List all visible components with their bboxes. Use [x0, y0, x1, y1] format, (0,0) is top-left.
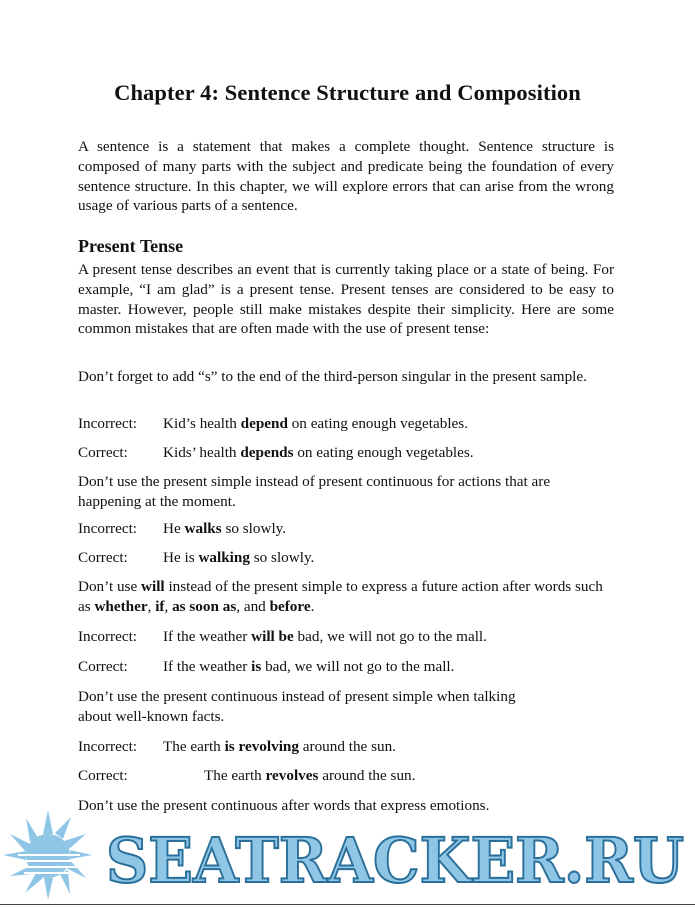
rule-3-text	[78, 577, 614, 617]
example-text: Kids’ health	[163, 444, 241, 461]
example-bold: revolves	[265, 767, 319, 784]
example-text: bad, we will not go to the mall.	[293, 628, 487, 645]
page-bottom-rule	[0, 904, 695, 905]
example-bold: is	[251, 658, 262, 675]
rule-bold: before	[269, 597, 311, 615]
example-text: Kid’s health	[163, 415, 241, 432]
example-text: He	[163, 520, 185, 537]
section-description: A present tense describes an event that is currently taking place or a state of being. For example, “I am glad” is a present tense. Present tenses are considered to be easy to master. However, people still make mistakes despite their simplicity. Here are some common mistakes that are often made with the use of present tense:	[78, 261, 614, 338]
example-text: on eating enough vegetables.	[287, 415, 468, 432]
example-text: so slowly.	[221, 520, 287, 537]
example-incorrect-2	[78, 519, 286, 539]
example-text: The earth	[163, 738, 225, 755]
rule-text: ,	[147, 597, 156, 615]
incorrect-label: Incorrect:	[78, 415, 138, 432]
incorrect-label: Incorrect:	[78, 628, 138, 645]
example-bold: walking	[198, 549, 250, 566]
example-text: He is	[163, 549, 199, 566]
rule-text: , and	[236, 597, 270, 615]
example-text: The earth	[204, 767, 266, 784]
rule-text: .	[310, 597, 315, 615]
correct-label: Correct:	[78, 767, 128, 784]
rule-2-text: Don’t use the present simple instead of present continuous for actions that are happening at the moment.	[78, 473, 551, 510]
example-text: so slowly.	[249, 549, 315, 566]
rule-text: instead of the present simple to express a future action after words such as	[78, 578, 603, 615]
watermark	[0, 804, 695, 907]
example-correct-1	[78, 443, 474, 463]
rule-bold: whether	[94, 597, 148, 615]
correct-label: Correct:	[78, 658, 128, 675]
example-incorrect-3	[78, 627, 487, 647]
example-bold: depends	[240, 444, 294, 461]
example-bold: is revolving	[224, 738, 299, 755]
rule-bold: as soon as	[172, 597, 237, 615]
rule-4-line-2: about well-known facts.	[78, 708, 225, 725]
rule-bold: if	[155, 597, 165, 615]
example-text: around the sun.	[318, 767, 416, 784]
example-text: around the sun.	[298, 738, 396, 755]
rule-text: Don’t use	[78, 578, 141, 595]
chapter-title: Chapter 4: Sentence Structure and Composition	[114, 80, 581, 105]
example-text: on eating enough vegetables.	[293, 444, 474, 461]
correct-label: Correct:	[78, 549, 128, 566]
rule-text: ,	[164, 597, 173, 615]
rule-5-text: Don’t use the present continuous after words that express emotions.	[78, 797, 490, 814]
example-incorrect-4	[78, 737, 396, 757]
watermark-text: SEATRACKER.RU	[106, 824, 684, 897]
example-bold: walks	[184, 520, 222, 537]
incorrect-label: Incorrect:	[78, 520, 138, 537]
example-bold: depend	[240, 415, 288, 432]
example-bold: will be	[251, 628, 294, 645]
sun-icon	[3, 810, 92, 900]
section-heading: Present Tense	[78, 236, 184, 256]
correct-label: Correct:	[78, 444, 128, 461]
rule-1-text: Don’t forget to add “s” to the end of the third-person singular in the present sample.	[78, 368, 587, 385]
incorrect-label: Incorrect:	[78, 738, 138, 755]
example-correct-4	[78, 766, 415, 786]
rule-4-line-1: Don’t use the present continuous instead of present simple when talking	[78, 688, 516, 705]
rule-bold: will	[141, 578, 165, 595]
example-correct-3	[78, 657, 454, 677]
example-incorrect-1	[78, 414, 468, 434]
example-text: If the weather	[163, 628, 252, 645]
example-text: bad, we will not go to the mall.	[261, 658, 455, 675]
example-text: If the weather	[163, 658, 252, 675]
intro-paragraph: A sentence is a statement that makes a complete thought. Sentence structure is composed of many parts with the subject and predicate being the foundation of every sentence structure. In this chapter, we will explore errors that can arise from the wrong usage of various parts of a sentence.	[78, 138, 614, 215]
example-correct-2	[78, 548, 314, 568]
